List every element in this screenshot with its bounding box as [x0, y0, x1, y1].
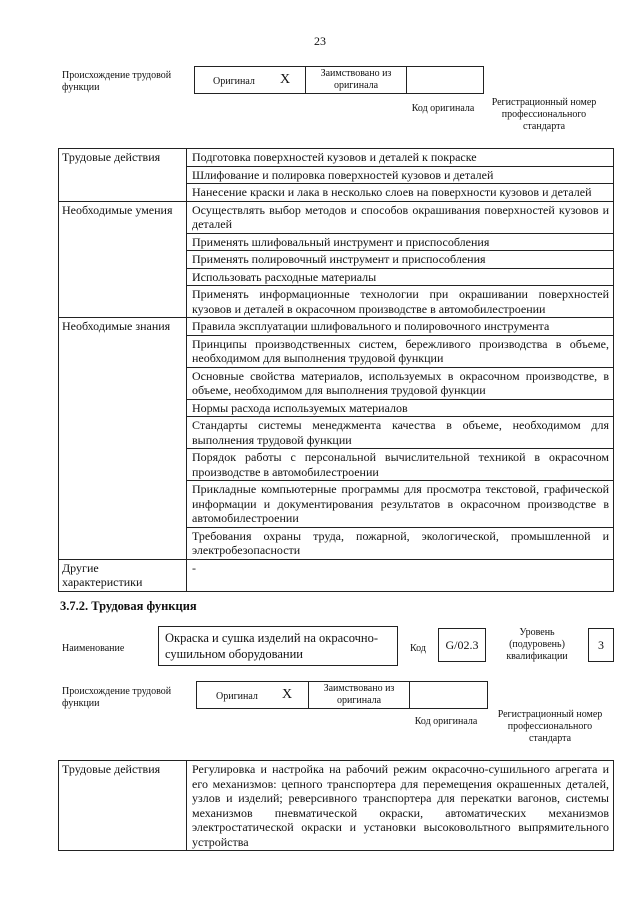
list-item: Принципы производственных систем, бережливого производства в объеме, необходимом для выполнения трудовой функции — [187, 335, 614, 367]
page-number: 23 — [314, 34, 326, 48]
section-heading: 3.7.2. Трудовая функция — [60, 599, 197, 613]
original-label: Оригинал — [216, 691, 258, 702]
origin-label: Происхождение трудовой функции — [62, 70, 172, 93]
list-item: Стандарты системы менеджмента качества в объеме, необходимом для выполнения трудовой функции — [187, 417, 614, 449]
row-label-actions: Трудовые действия — [59, 149, 187, 202]
original-label: Оригинал — [213, 76, 255, 87]
original-mark: X — [282, 687, 293, 702]
labor-function-table — [58, 148, 614, 592]
reg-number-label: Регистрационный номер профессионального стандарта — [497, 709, 603, 744]
list-item: Правила эксплуатации шлифовального и полировочного инструмента — [187, 318, 614, 336]
borrowed-label: Заимствовано из оригинала — [320, 68, 392, 91]
reg-number-label: Регистрационный номер профессионального стандарта — [491, 97, 597, 132]
list-item: Регулировка и настройка на рабочий режим окрасочно-сушильного агрегата и его механизмов: цепного транспортера для перемещения окрашенных деталей, узлов и изделий; реверсивного транспортера для перекатки вагонов, системы механизмов пневматической окраски, автоматических механизмов электростатической окраски и установки высоковольтного выпрямительного устройства — [187, 761, 614, 851]
name-label: Наименование — [62, 643, 125, 654]
code-label: Код — [410, 643, 426, 654]
list-item: Осуществлять выбор методов и способов окрашивания поверхностей кузовов и деталей — [187, 201, 614, 233]
row-label-other: Другие характеристики — [59, 559, 187, 591]
level-value: 3 — [588, 628, 614, 662]
labor-actions-table — [58, 760, 614, 851]
list-item: Порядок работы с персональной вычислительной техникой в окрасочном производстве в автомобилестроении — [187, 449, 614, 481]
list-item: Нормы расхода используемых материалов — [187, 399, 614, 417]
row-label-actions: Трудовые действия — [59, 761, 187, 851]
list-item: Подготовка поверхностей кузовов и деталей к покраске — [187, 149, 614, 167]
borrowed-label: Заимствовано из оригинала — [323, 683, 395, 706]
list-item: Основные свойства материалов, используемых в окрасочном производстве, в объеме, необходимом для выполнения трудовой функции — [187, 367, 614, 399]
original-mark: X — [280, 72, 291, 87]
code-original-label: Код оригинала — [414, 716, 478, 727]
code-original-label: Код оригинала — [411, 103, 475, 114]
list-item: Применять полировочный инструмент и приспособления — [187, 251, 614, 269]
list-item: Прикладные компьютерные программы для просмотра текстовой, графической информации и документирования результатов в окрасочном производстве в автомобилестроении — [187, 481, 614, 528]
list-item: Нанесение краски и лака в несколько слоев на поверхности кузовов и деталей — [187, 184, 614, 202]
list-item: Применять шлифовальный инструмент и приспособления — [187, 233, 614, 251]
list-item: Применять информационные технологии при окрашивании поверхностей кузовов и деталей в окрасочном производстве в автомобилестроении — [187, 286, 614, 318]
list-item: Требования охраны труда, пожарной, экологической, промышленной и электробезопасности — [187, 527, 614, 559]
list-item: Использовать расходные материалы — [187, 268, 614, 286]
origin-label: Происхождение трудовой функции — [62, 686, 172, 709]
row-label-skills: Необходимые умения — [59, 201, 187, 318]
row-label-knowledge: Необходимые знания — [59, 318, 187, 560]
list-item: - — [187, 559, 614, 591]
list-item: Шлифование и полировка поверхностей кузовов и деталей — [187, 166, 614, 184]
level-label: Уровень (подуровень) квалификации — [506, 627, 568, 662]
function-name: Окраска и сушка изделий на окрасочно-сушильном оборудовании — [158, 626, 398, 666]
function-code: G/02.3 — [438, 628, 486, 662]
